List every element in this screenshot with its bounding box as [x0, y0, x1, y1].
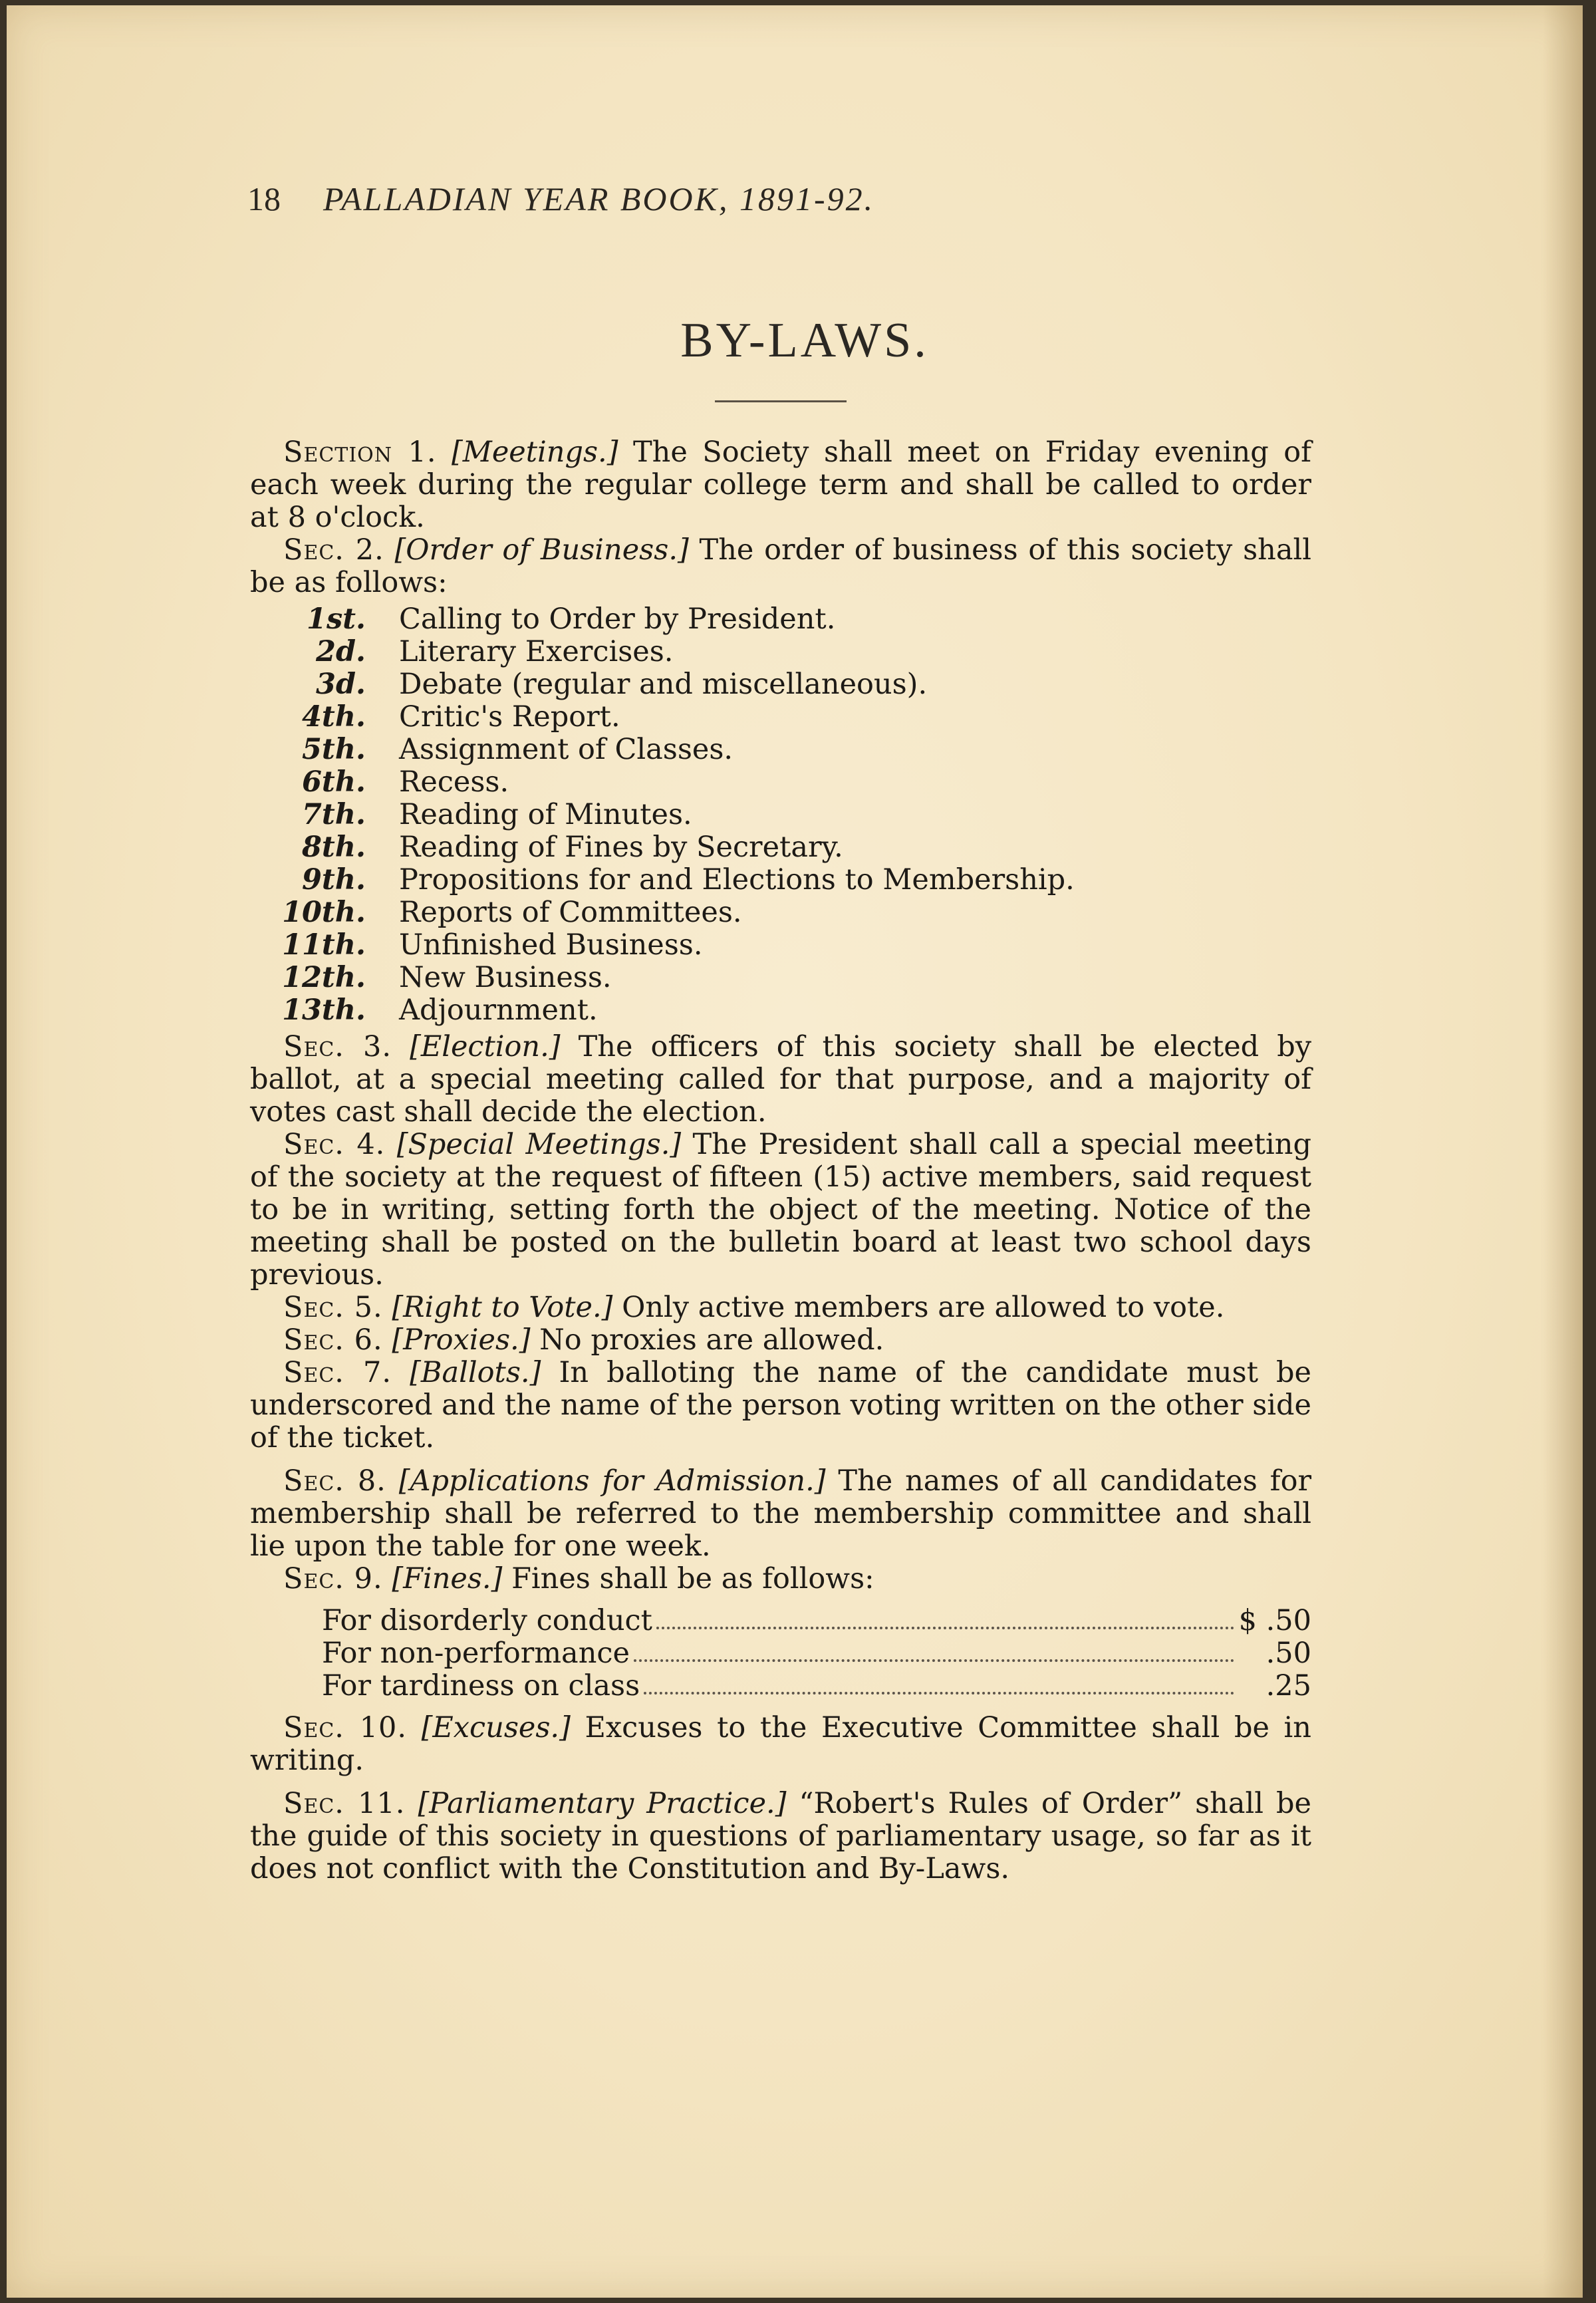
section-6 [250, 1324, 1311, 1357]
section-text: Fines shall be as follows: [511, 1562, 874, 1595]
section-label: Sec. 6. [283, 1323, 383, 1357]
list-item-number: 12th. [282, 961, 366, 994]
list-item [250, 799, 1311, 831]
list-item-text: Assignment of Classes. [399, 733, 733, 766]
section-text: Excuses to the Executive Committee shall be in writing. [250, 1711, 1311, 1777]
section-label: Sec. 2. [283, 533, 384, 567]
order-of-business-list [250, 603, 1311, 1027]
list-item [250, 668, 1311, 701]
section-label: Sec. 10. [283, 1711, 407, 1744]
section-11 [250, 1788, 1311, 1885]
list-item-number: 2d. [316, 635, 366, 668]
section-text: The President shall call a special meeting of the society at the request of fifteen (15) active members, said request to be in writing, setting forth the object of the meeting. Notice of the meeting shall be posted on the bulletin board at least two school days previous. [250, 1128, 1311, 1291]
running-title: PALLADIAN YEAR BOOK, 1891-92. [323, 180, 875, 217]
list-item-number: 7th. [301, 798, 366, 831]
list-item-number: 8th. [301, 831, 366, 864]
list-item-text: Reports of Committees. [399, 896, 742, 929]
dot-leader [634, 1637, 1234, 1662]
section-topic: [Parliamentary Practice.] [418, 1787, 787, 1820]
fine-amount: $ .50 [1238, 1604, 1311, 1637]
section-1 [250, 436, 1311, 534]
list-item [250, 766, 1311, 799]
section-9 [250, 1563, 1311, 1595]
list-item [250, 831, 1311, 864]
list-item [250, 603, 1311, 636]
fine-amount: .50 [1265, 1637, 1311, 1670]
list-item-number: 4th. [301, 700, 366, 734]
list-item-text: Reading of Fines by Secretary. [399, 831, 843, 864]
running-header [247, 180, 1178, 218]
list-item [250, 701, 1311, 734]
section-topic: [Fines.] [392, 1562, 503, 1595]
section-label: Sec. 11. [283, 1787, 406, 1820]
list-item-number: 1st. [307, 603, 366, 636]
section-topic: [Excuses.] [421, 1711, 571, 1744]
list-item-number: 5th. [301, 733, 366, 766]
list-item [250, 636, 1311, 668]
section-topic: [Election.] [410, 1030, 561, 1063]
fine-label: For disorderly conduct [322, 1604, 652, 1637]
section-topic: [Meetings.] [452, 436, 618, 469]
section-5 [250, 1291, 1311, 1324]
section-4 [250, 1129, 1311, 1291]
list-item-text: Propositions for and Elections to Membership. [399, 863, 1075, 896]
section-text: No proxies are allowed. [539, 1323, 884, 1357]
list-item [250, 896, 1311, 929]
section-label: Sec. 7. [283, 1356, 392, 1389]
list-item-number: 6th. [301, 765, 366, 799]
section-topic: [Proxies.] [392, 1323, 531, 1357]
book-page [7, 5, 1583, 2298]
section-label: Sec. 4. [283, 1128, 386, 1161]
section-text: The officers of this society shall be elected by ballot, at a special meeting called for that purpose, and a majority of votes cast shall decide the election. [250, 1030, 1312, 1129]
dot-leader [656, 1605, 1234, 1629]
list-item-text: Unfinished Business. [399, 928, 703, 962]
list-item-text: Critic's Report. [399, 700, 620, 734]
page-title: BY-LAWS. [680, 313, 929, 368]
section-label: Sec. 8. [283, 1464, 386, 1498]
fine-row [250, 1670, 1311, 1702]
list-item [250, 864, 1311, 896]
list-item [250, 962, 1311, 994]
section-7 [250, 1357, 1311, 1454]
fine-amount: .25 [1265, 1669, 1311, 1702]
fines-table [250, 1605, 1311, 1702]
section-label: Sec. 5. [283, 1291, 383, 1324]
fine-row [250, 1637, 1311, 1670]
list-item-text: Adjournment. [399, 994, 598, 1027]
list-item [250, 734, 1311, 766]
section-text: In balloting the name of the candidate must be underscored and the name of the person voting written on the other side of the ticket. [250, 1356, 1312, 1454]
fine-row [250, 1605, 1311, 1637]
section-label: Sec. 9. [283, 1562, 383, 1595]
title-rule [715, 400, 847, 402]
list-item-number: 10th. [282, 896, 366, 929]
bylaws-body [250, 436, 1311, 1885]
section-10 [250, 1712, 1311, 1777]
list-item-text: Literary Exercises. [399, 635, 674, 668]
list-item [250, 929, 1311, 962]
list-item-text: Calling to Order by President. [399, 603, 836, 636]
section-topic: [Applications for Admission.] [398, 1464, 826, 1498]
section-label: Sec. 3. [283, 1030, 392, 1063]
section-text: Only active members are allowed to vote. [622, 1291, 1225, 1324]
list-item [250, 994, 1311, 1027]
section-text: “Robert's Rules of Order” shall be the guide of this society in questions of parliamentary usage, so far as it does not conflict with the Constitution and By-Laws. [250, 1787, 1312, 1885]
section-label: Section 1. [283, 436, 437, 469]
list-item-text: Reading of Minutes. [399, 798, 692, 831]
dot-leader [644, 1670, 1234, 1694]
section-topic: [Ballots.] [410, 1356, 541, 1389]
section-8 [250, 1465, 1311, 1563]
fine-label: For tardiness on class [322, 1669, 640, 1702]
page-number: 18 [247, 180, 281, 217]
section-topic: [Order of Business.] [394, 533, 689, 567]
list-item-text: Recess. [399, 765, 509, 799]
section-3 [250, 1031, 1311, 1129]
fine-label: For non-performance [322, 1637, 630, 1670]
list-item-text: New Business. [399, 961, 612, 994]
section-topic: [Right to Vote.] [392, 1291, 613, 1324]
list-item-number: 3d. [316, 668, 366, 701]
section-text: The order of business of this society shall be as follows: [250, 533, 1311, 599]
list-item-number: 13th. [282, 994, 366, 1027]
list-item-number: 11th. [282, 928, 366, 962]
section-topic: [Special Meetings.] [396, 1128, 682, 1161]
section-text: The Society shall meet on Friday evening of each week during the regular college term and shall be called to order at 8 o'clock. [250, 436, 1312, 534]
list-item-text: Debate (regular and miscellaneous). [399, 668, 928, 701]
section-2 [250, 534, 1311, 599]
section-text: The names of all candidates for membership shall be referred to the membership committee and shall lie upon the table for one week. [250, 1464, 1312, 1563]
list-item-number: 9th. [301, 863, 366, 896]
